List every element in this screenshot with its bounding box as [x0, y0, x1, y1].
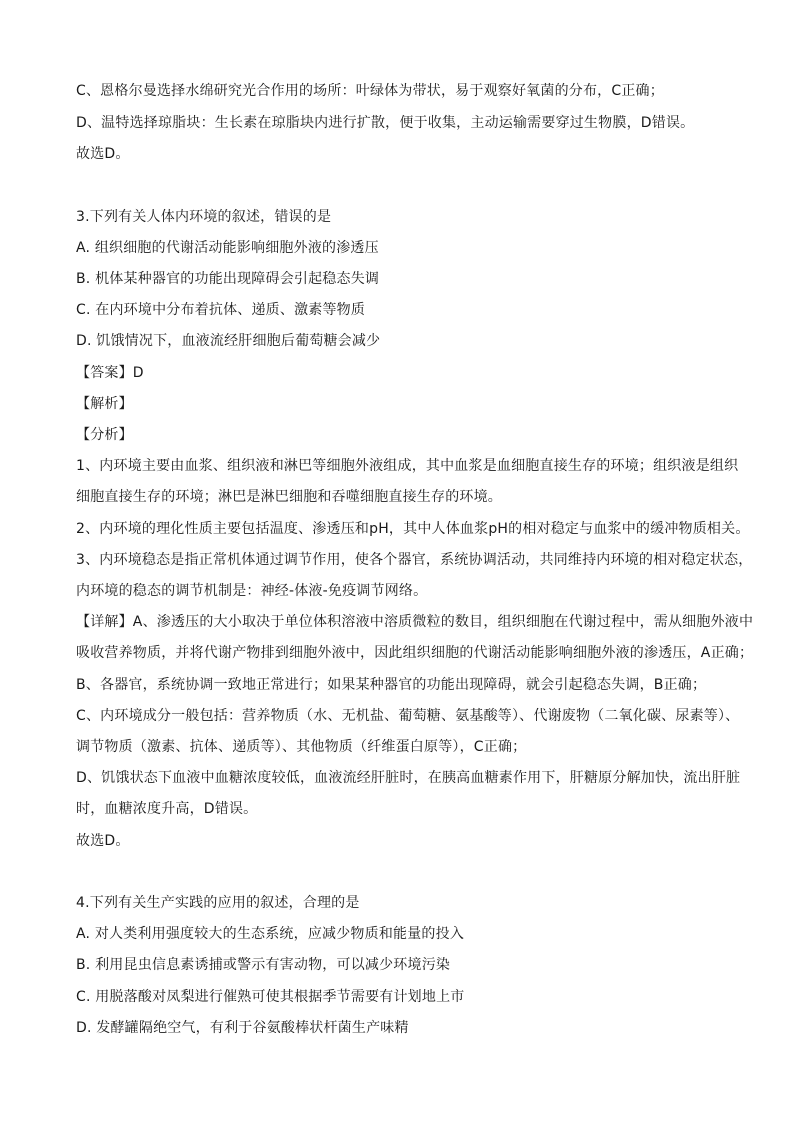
q3-detail-line: 【详解】A、渗透压的大小取决于单位体积溶液中溶质微粒的数目，组织细胞在代谢过程中，需从细胞外液中 [76, 614, 754, 630]
q4-stem: 4.下列有关生产实践的应用的叙述，合理的是 [76, 895, 360, 911]
q3-conclusion: 故选D。 [76, 833, 130, 849]
q3-fenxi-heading: 【分析】 [76, 427, 133, 443]
q3-option-b: B. 机体某种器官的功能出现障碍会引起稳态失调 [76, 271, 380, 287]
q3-analysis-line: 2、内环境的理化性质主要包括温度、渗透压和pH，其中人体血浆pH的相对稳定与血浆中的缓冲物质相关。 [76, 521, 750, 537]
q3-detail-line: 调节物质（激素、抗体、递质等）、其他物质（纤维蛋白原等），C正确； [76, 739, 527, 755]
q3-analysis-line: 内环境的稳态的调节机制是：神经-体液-免疫调节网络。 [76, 583, 428, 599]
q3-detail-line: 时，血糖浓度升高，D错误。 [76, 801, 258, 817]
q4-option-c: C. 用脱落酸对凤梨进行催熟可使其根据季节需要有计划地上市 [76, 989, 465, 1005]
q4-option-b: B. 利用昆虫信息素诱捕或警示有害动物，可以减少环境污染 [76, 957, 451, 973]
q3-stem: 3.下列有关人体内环境的叙述，错误的是 [76, 209, 332, 225]
q3-analysis-line: 1、内环境主要由血浆、组织液和淋巴等细胞外液组成，其中血浆是血细胞直接生存的环境；组织液是组织 [76, 458, 739, 474]
q4-option-a: A. 对人类利用强度较大的生态系统，应减少物质和能量的投入 [76, 926, 465, 942]
q3-analysis-line: 3、内环境稳态是指正常机体通过调节作用，使各个器官，系统协调活动，共同维持内环境的相对稳定状态， [76, 552, 753, 568]
q3-jiexi-heading: 【解析】 [76, 396, 133, 412]
prev-conclusion: 故选D。 [76, 146, 130, 162]
q3-detail-line: C、内环境成分一般包括：营养物质（水、无机盐、葡萄糖、氨基酸等）、代谢废物（二氧化碳、尿素等）、 [76, 708, 740, 724]
q3-detail-line: D、饥饿状态下血液中血糖浓度较低，血液流经肝脏时，在胰高血糖素作用下，肝糖原分解加快，流出肝脏 [76, 770, 741, 786]
q3-option-d: D. 饥饿情况下，血液流经肝细胞后葡萄糖会减少 [76, 333, 381, 349]
prev-analysis-c: C、恩格尔曼选择水绵研究光合作用的场所：叶绿体为带状，易于观察好氧菌的分布，C正确； [76, 83, 664, 99]
q3-detail-line: B、各器官，系统协调一致地正常进行；如果某种器官的功能出现障碍，就会引起稳态失调，B正确； [76, 677, 707, 693]
q3-analysis-line: 细胞直接生存的环境；淋巴是淋巴细胞和吞噬细胞直接生存的环境。 [76, 489, 502, 505]
q3-answer: 【答案】D [76, 365, 144, 381]
q3-option-c: C. 在内环境中分布着抗体、递质、激素等物质 [76, 302, 366, 318]
q4-option-d: D. 发酵罐隔绝空气，有利于谷氨酸棒状杆菌生产味精 [76, 1020, 409, 1036]
prev-analysis-d: D、温特选择琼脂块：生长素在琼脂块内进行扩散，便于收集，主动运输需要穿过生物膜，D错误。 [76, 115, 695, 131]
q3-detail-line: 吸收营养物质，并将代谢产物排到细胞外液中，因此组织细胞的代谢活动能影响细胞外液的渗透压，A正确； [76, 645, 754, 661]
q3-option-a: A. 组织细胞的代谢活动能影响细胞外液的渗透压 [76, 240, 379, 256]
